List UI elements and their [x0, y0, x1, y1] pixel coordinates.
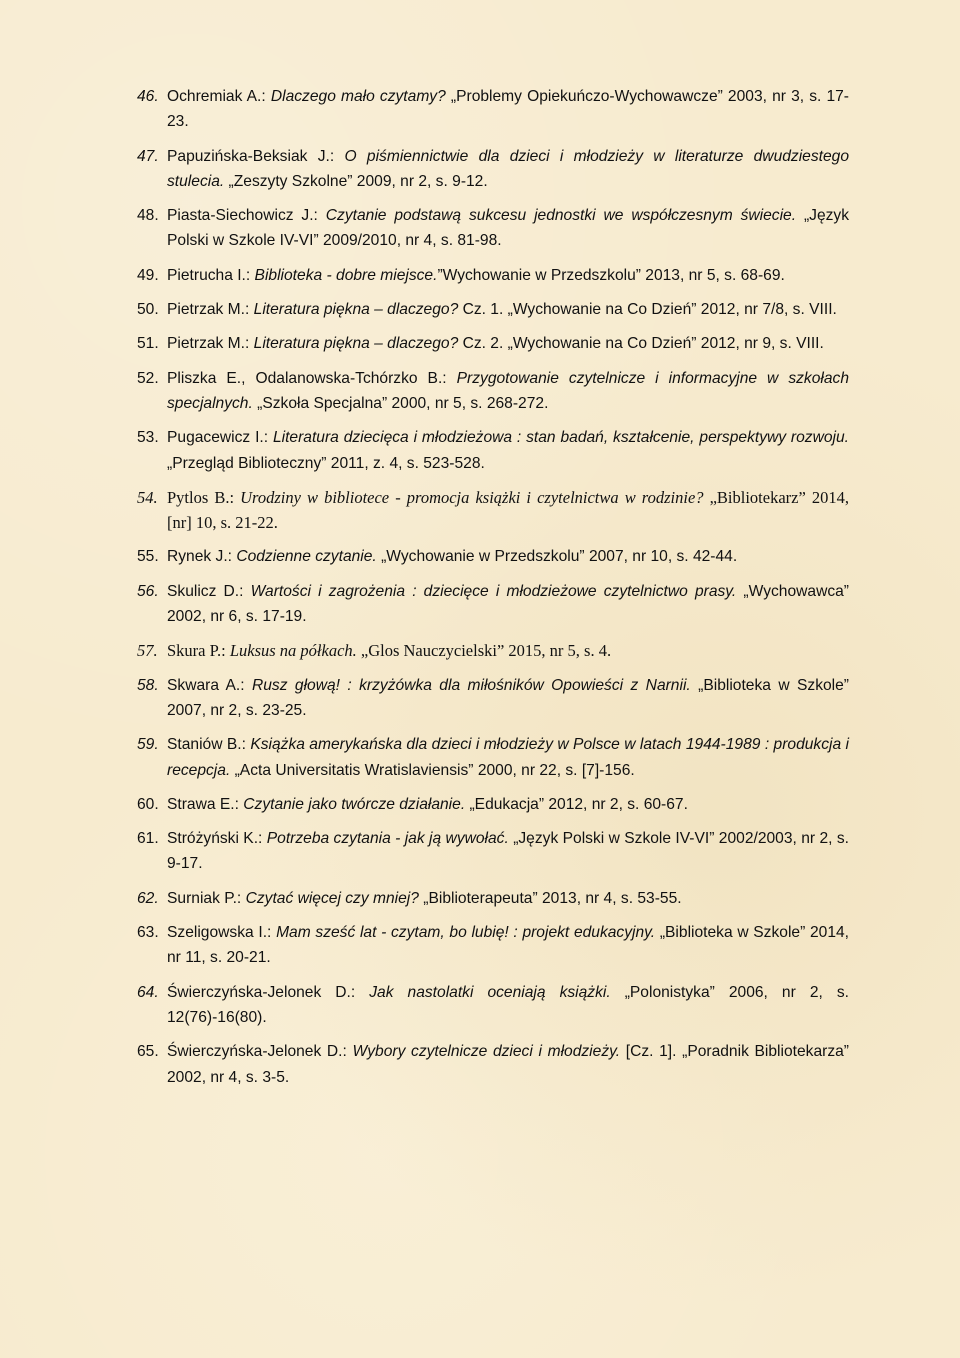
- entry-title: Dlaczego mało czytamy?: [270, 88, 446, 105]
- entry-text: [137, 1039, 849, 1090]
- entry-number: 50.: [137, 301, 159, 319]
- entry-title: Jak nastolatki oceniają książki.: [369, 983, 611, 1001]
- entry-author: Pliszka E., Odalanowska-Tchórzko B.:: [167, 369, 457, 387]
- entry-title: Mam sześć lat - czytam, bo lubię! : projekt edukacyjny.: [276, 924, 656, 942]
- entry-source: Cz. 1. „Wychowanie na Co Dzień” 2012, nr 7/8, s. VIII.: [458, 301, 837, 319]
- entry-number: 55.: [137, 548, 159, 566]
- bibliography-entry: [137, 792, 849, 817]
- entry-author: Ochremiak A.:: [167, 88, 271, 105]
- entry-text: [137, 425, 849, 476]
- entry-title: Przygotowanie czytelnicze i informacyjne w szkołach specjalnych.: [167, 369, 849, 412]
- bibliography-entry: [137, 826, 849, 877]
- entry-author: Pietrzak M.:: [167, 301, 254, 319]
- entry-number: 63.: [137, 924, 159, 942]
- entry-author: Rynek J.:: [167, 548, 237, 566]
- entry-title: Biblioteka - dobre miejsce.: [254, 266, 438, 284]
- entry-text: [137, 485, 849, 536]
- entry-source: „Zeszyty Szkolne” 2009, nr 2, s. 9-12.: [224, 172, 488, 190]
- bibliography-entry: [137, 980, 849, 1031]
- bibliography-entry: [137, 673, 849, 724]
- entry-text: [137, 792, 849, 817]
- entry-title: O piśmiennictwie dla dzieci i młodzieży w literaturze dwudziestego stulecia.: [167, 147, 849, 190]
- entry-source: „Edukacja” 2012, nr 2, s. 60-67.: [465, 795, 688, 813]
- entry-source: „Problemy Opiekuńczo-Wychowawcze” 2003, nr 3, s. 17-23.: [167, 88, 849, 131]
- entry-title: Czytać więcej czy mniej?: [245, 889, 419, 907]
- entry-number: 64.: [137, 983, 159, 1001]
- entry-number: 60.: [137, 795, 159, 813]
- entry-number: 47.: [137, 147, 159, 165]
- entry-text: [137, 638, 849, 663]
- entry-source: „Biblioteka w Szkole” 2007, nr 2, s. 23-25.: [167, 676, 850, 719]
- entry-text: [137, 203, 849, 254]
- entry-title: Literatura dziecięca i młodzieżowa : stan badań, kształcenie, perspektywy rozwoju.: [272, 429, 849, 447]
- bibliography-entry: [137, 263, 849, 288]
- entry-title: Literatura piękna – dlaczego?: [253, 335, 459, 353]
- bibliography-entry: [137, 886, 849, 911]
- entry-title: Wartości i zagrożenia : dziecięce i młodzieżowe czytelnictwo prasy.: [250, 582, 737, 600]
- entry-source: „Bibliotekarz” 2014, [nr] 10, s. 21-22.: [167, 487, 849, 533]
- bibliography-entry: [137, 425, 849, 476]
- entry-source: „Biblioterapeuta” 2013, nr 4, s. 53-55.: [418, 889, 682, 907]
- bibliography-list: [0, 84, 960, 1090]
- entry-source: „Polonistyka” 2006, nr 2, s. 12(76)-16(80).: [167, 983, 849, 1026]
- entry-number: 57.: [137, 641, 158, 661]
- entry-text: [137, 579, 849, 630]
- entry-text: [137, 732, 849, 783]
- entry-number: 65.: [137, 1043, 159, 1061]
- bibliography-entry: [137, 331, 849, 356]
- bibliography-entry: [137, 203, 849, 254]
- entry-author: Staniów B.:: [167, 736, 251, 754]
- bibliography-entry: [137, 579, 849, 630]
- entry-number: 52.: [137, 369, 159, 387]
- entry-author: Papuzińska-Beksiak J.:: [167, 147, 345, 165]
- entry-author: Skwara A.:: [167, 676, 252, 694]
- entry-source: „Acta Universitatis Wratislaviensis” 2000, nr 22, s. [7]-156.: [230, 761, 635, 779]
- bibliography-entry: [137, 366, 849, 417]
- bibliography-entry: [137, 1039, 849, 1090]
- bibliography-entry: [137, 544, 849, 569]
- entry-author: Szeligowska I.:: [167, 924, 277, 942]
- entry-author: Pytlos B.:: [167, 487, 241, 507]
- entry-author: Skura P.:: [167, 641, 230, 661]
- bibliography-entry: [137, 84, 849, 135]
- entry-title: Potrzeba czytania - jak ją wywołać.: [266, 830, 509, 848]
- entry-number: 48.: [137, 207, 159, 225]
- entry-text: [137, 673, 849, 724]
- entry-title: Codzienne czytanie.: [236, 548, 377, 566]
- bibliography-entry: [137, 144, 849, 195]
- entry-author: Skulicz D.:: [167, 582, 251, 600]
- entry-text: [137, 980, 849, 1031]
- entry-text: [137, 826, 849, 877]
- entry-title: Urodziny w bibliotece - promocja książki i czytelnictwa w rodzinie?: [240, 487, 704, 507]
- entry-source: „Język Polski w Szkole IV-VI” 2009/2010, nr 4, s. 81-98.: [167, 207, 850, 250]
- entry-title: Rusz głową! : krzyżówka dla miłośników Opowieści z Narnii.: [252, 676, 691, 694]
- entry-number: 56.: [137, 582, 159, 600]
- entry-author: Strawa E.:: [167, 795, 244, 813]
- entry-text: [137, 263, 849, 288]
- entry-number: 51.: [137, 335, 159, 353]
- entry-source: „Przegląd Biblioteczny” 2011, z. 4, s. 523-528.: [167, 454, 485, 472]
- entry-author: Pietrucha I.:: [167, 266, 255, 284]
- entry-title: Wybory czytelnicze dzieci i młodzieży.: [352, 1043, 621, 1061]
- entry-source: ”Wychowanie w Przedszkolu” 2013, nr 5, s. 68-69.: [437, 266, 785, 284]
- entry-source: „Wychowawca” 2002, nr 6, s. 17-19.: [167, 582, 849, 626]
- entry-number: 59.: [137, 736, 159, 754]
- entry-title: Książka amerykańska dla dzieci i młodzieży w Polsce w latach 1944-1989 : produkcja i recepcja.: [167, 736, 849, 779]
- bibliography-entry: [137, 732, 849, 783]
- entry-author: Świerczyńska-Jelonek D.:: [167, 1043, 353, 1061]
- entry-text: [137, 84, 849, 135]
- bibliography-entry: [137, 297, 849, 322]
- entry-source: [Cz. 1]. „Poradnik Bibliotekarza” 2002, nr 4, s. 3-5.: [167, 1043, 849, 1086]
- entry-title: Czytanie jako twórcze działanie.: [243, 795, 466, 813]
- entry-number: 53.: [137, 429, 159, 447]
- bibliography-entry: [137, 638, 849, 663]
- entry-author: Surniak P.:: [167, 889, 246, 907]
- entry-source: „Szkoła Specjalna” 2000, nr 5, s. 268-272.: [252, 394, 549, 412]
- entry-number: 46.: [137, 88, 159, 105]
- entry-source: „Biblioteka w Szkole” 2014, nr 11, s. 20-21.: [167, 924, 849, 967]
- entry-text: [137, 331, 849, 356]
- entry-text: [137, 544, 849, 569]
- entry-author: Piasta-Siechowicz J.:: [167, 207, 326, 225]
- entry-author: Pugacewicz I.:: [167, 429, 273, 447]
- entry-author: Stróżyński K.:: [167, 830, 267, 848]
- entry-title: Czytanie podstawą sukcesu jednostki we współczesnym świecie.: [325, 207, 797, 225]
- entry-number: 61.: [137, 830, 159, 848]
- entry-author: Świerczyńska-Jelonek D.:: [167, 983, 370, 1001]
- entry-source: „Glos Nauczycielski” 2015, nr 5, s. 4.: [356, 641, 612, 661]
- entry-text: [137, 886, 849, 911]
- entry-title: Luksus na półkach.: [229, 641, 357, 661]
- entry-number: 49.: [137, 266, 159, 284]
- entry-text: [137, 366, 849, 417]
- entry-number: 54.: [137, 487, 158, 507]
- entry-source: „Język Polski w Szkole IV-VI” 2002/2003, nr 2, s. 9-17.: [167, 830, 849, 873]
- entry-author: Pietrzak M.:: [167, 335, 254, 353]
- entry-source: „Wychowanie w Przedszkolu” 2007, nr 10, s. 42-44.: [376, 548, 738, 566]
- bibliography-entry: [137, 485, 849, 536]
- entry-text: [137, 297, 849, 322]
- entry-text: [137, 920, 849, 971]
- entry-source: Cz. 2. „Wychowanie na Co Dzień” 2012, nr 9, s. VIII.: [458, 335, 824, 353]
- entry-text: [137, 144, 849, 195]
- bibliography-entry: [137, 920, 849, 971]
- entry-number: 58.: [137, 676, 159, 694]
- entry-number: 62.: [137, 889, 159, 907]
- entry-title: Literatura piękna – dlaczego?: [253, 301, 459, 319]
